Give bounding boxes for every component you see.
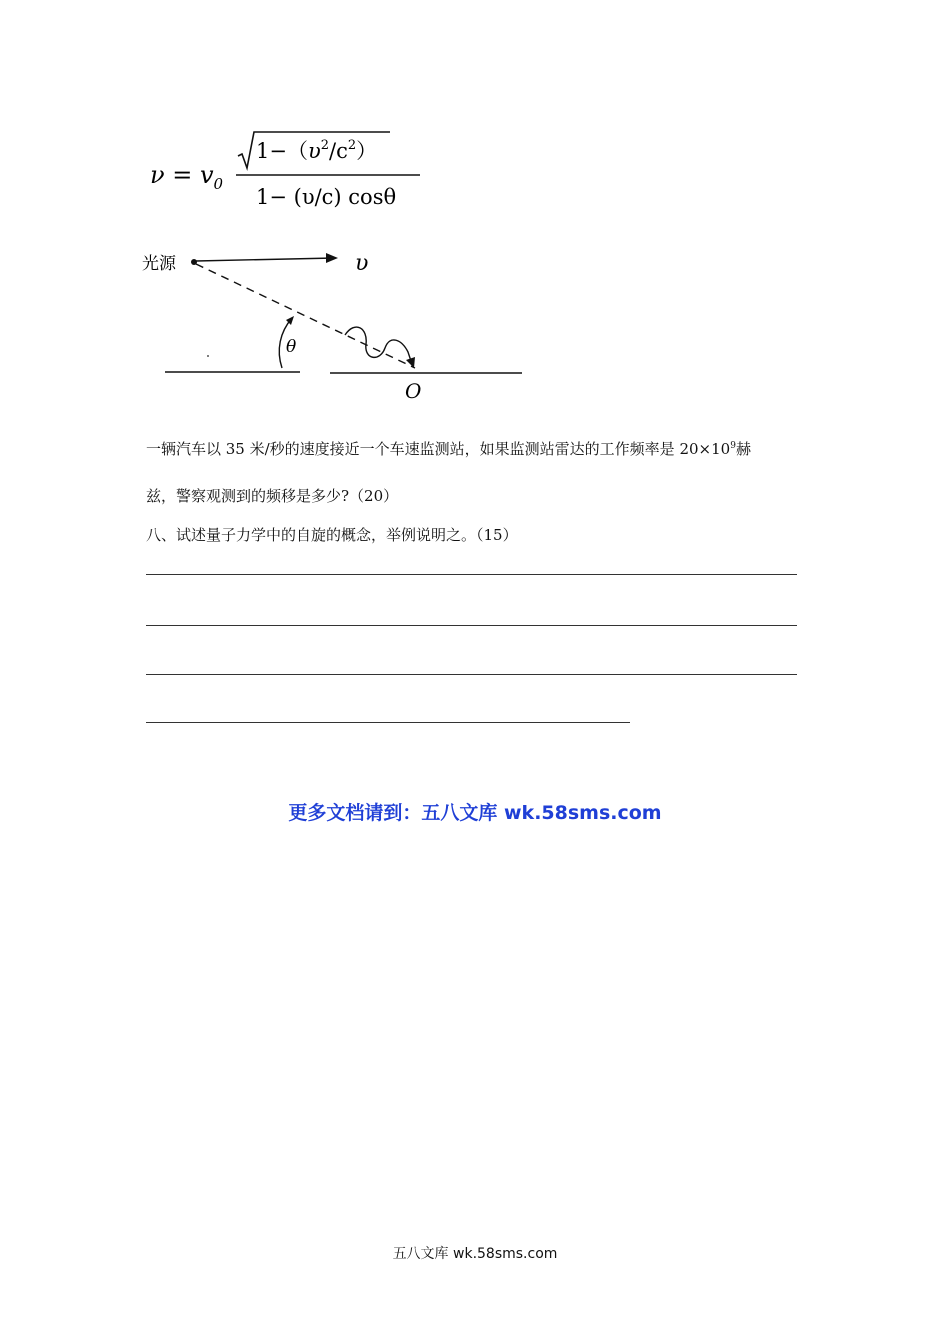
- stray-dot: [207, 355, 209, 357]
- question-7-line-1-tail: 赫: [735, 440, 751, 458]
- denominator: 1− (υ/c) cosθ: [256, 185, 397, 209]
- formula-lhs: ν = v: [150, 161, 214, 189]
- numerator-suffix: ）: [356, 139, 378, 163]
- question-7-exponent: 9: [730, 441, 736, 451]
- question-7-line-2: 兹，警察观测到的频移是多少?（20）: [146, 487, 399, 505]
- formula-sub: 0: [213, 175, 224, 193]
- observer-label: O: [405, 379, 422, 403]
- question-8: 八、试述量子力学中的自旋的概念，举例说明之。（15）: [146, 526, 518, 544]
- question-7-line-1: [146, 436, 751, 459]
- svg-text:1−（υ2/c2）: [256, 138, 377, 163]
- svg-text:ν = v0: [150, 161, 224, 193]
- doppler-formula: [150, 128, 450, 218]
- answer-line-2[interactable]: [146, 625, 797, 626]
- velocity-arrow-line: [196, 258, 335, 261]
- numerator-mid: /c: [329, 139, 348, 163]
- source-label: 光源: [142, 254, 176, 274]
- promo-link[interactable]: 更多文档请到：五八文库 wk.58sms.com: [288, 802, 662, 824]
- page-footer: 五八文库 wk.58sms.com: [392, 1246, 558, 1262]
- numerator-prefix: 1−（: [256, 139, 308, 163]
- question-7-line-1-text: 一辆汽车以 35 米/秒的速度接近一个车速监测站，如果监测站雷达的工作频率是 20×10: [146, 440, 731, 458]
- numerator-exp2: 2: [347, 138, 357, 153]
- answer-line-1[interactable]: [146, 574, 797, 575]
- velocity-arrowhead: [326, 253, 338, 263]
- numerator-var: υ: [307, 139, 321, 163]
- photon-wave: [345, 327, 412, 364]
- photon-arrowhead: [406, 357, 415, 368]
- velocity-label: υ: [355, 251, 369, 276]
- answer-line-4[interactable]: [146, 722, 630, 723]
- answer-line-3[interactable]: [146, 674, 797, 675]
- doppler-diagram: [140, 240, 540, 410]
- numerator-exp1: 2: [320, 138, 330, 153]
- angle-label: θ: [286, 337, 297, 357]
